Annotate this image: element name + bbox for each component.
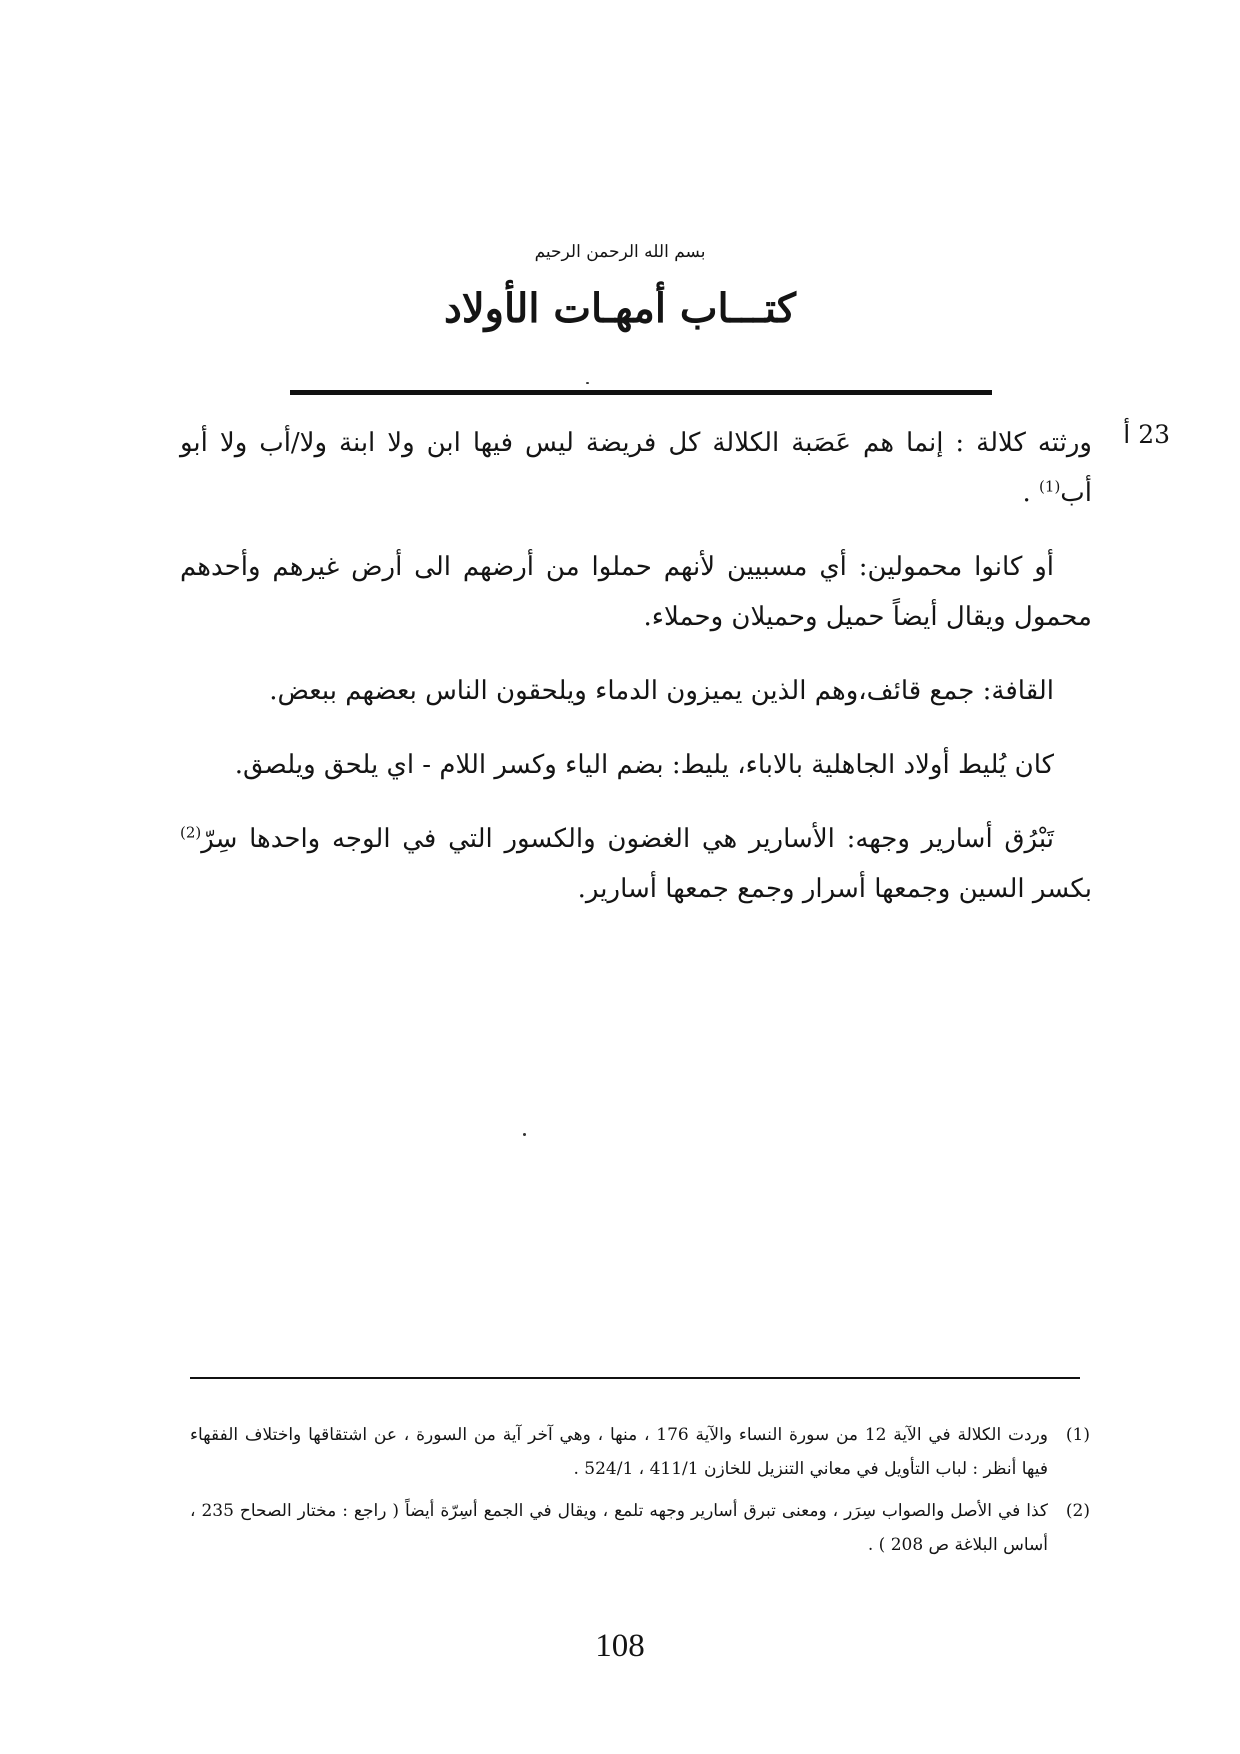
folio-marker: 23 أ [1123,420,1170,449]
page-number: 108 [595,1628,645,1664]
footnote-ref-1: (1) [1039,477,1061,496]
paragraph-asarir-end: بكسر السين وجمعها أسرار وجمع جمعها أسارير. [577,874,1092,904]
footnote-divider [190,1377,1080,1379]
main-text [180,418,1092,938]
paragraph-kalala [180,418,1092,518]
footnote-number: (2) [1065,1501,1090,1521]
footnote-text: كذا في الأصل والصواب سِرَر ، ومعنى تبرق أسارير وجهه تلمع ، ويقال في الجمع أسِرّة أيضاً ( راجع : مختار الصحاح 235 ، أساس البلاغة ص 208 ) . [190,1501,1048,1555]
footnotes-section [190,1418,1090,1570]
footnote-text: وردت الكلالة في الآية 12 من سورة النساء والآية 176 ، منها ، وهي آخر آية من السورة ، عن اشتقاقها واختلاف الفقهاء فيها أنظر : لباب التأويل في معاني التنزيل للخازن 411/1 ، 524/1 . [190,1425,1048,1479]
scan-speck [586,382,589,384]
book-title: كتـــاب أمهـات الأولاد [444,285,796,332]
bismillah-heading: بسم الله الرحمن الرحيم [534,242,706,262]
footnote-ref-2: (2) [180,823,202,842]
paragraph-mahmulin: أو كانوا محمولين: أي مسبيين لأنهم حملوا من أرضهم الى أرض غيرهم وأحدهم محمول ويقال أيضاً حميل وحميلان وحملاء. [180,552,1092,632]
paragraph-asarir [180,814,1092,914]
paragraph-asarir-text: تَبْرُق أسارير وجهه: الأسارير هي الغضون والكسور التي في الوجه واحدها سِرّ [201,824,1054,854]
footnote-1 [190,1418,1090,1486]
title-divider [290,390,992,395]
paragraph-qafa: القافة: جمع قائف،وهم الذين يميزون الدماء ويلحقون الناس بعضهم ببعض. [269,676,1054,706]
paragraph-yulit: كان يُليط أولاد الجاهلية بالاباء، يليط: بضم الياء وكسر اللام - اي يلحق ويلصق. [234,750,1054,780]
paragraph-kalala-text: ورثته كلالة : إنما هم عَصَبة الكلالة كل فريضة ليس فيها ابن ولا ابنة ولا/أب ولا أبو أب [180,428,1092,508]
footnote-number: (1) [1065,1425,1090,1445]
paragraph-kalala-end: . [1022,478,1040,508]
scan-speck [523,1133,526,1136]
footnote-2 [190,1494,1090,1562]
